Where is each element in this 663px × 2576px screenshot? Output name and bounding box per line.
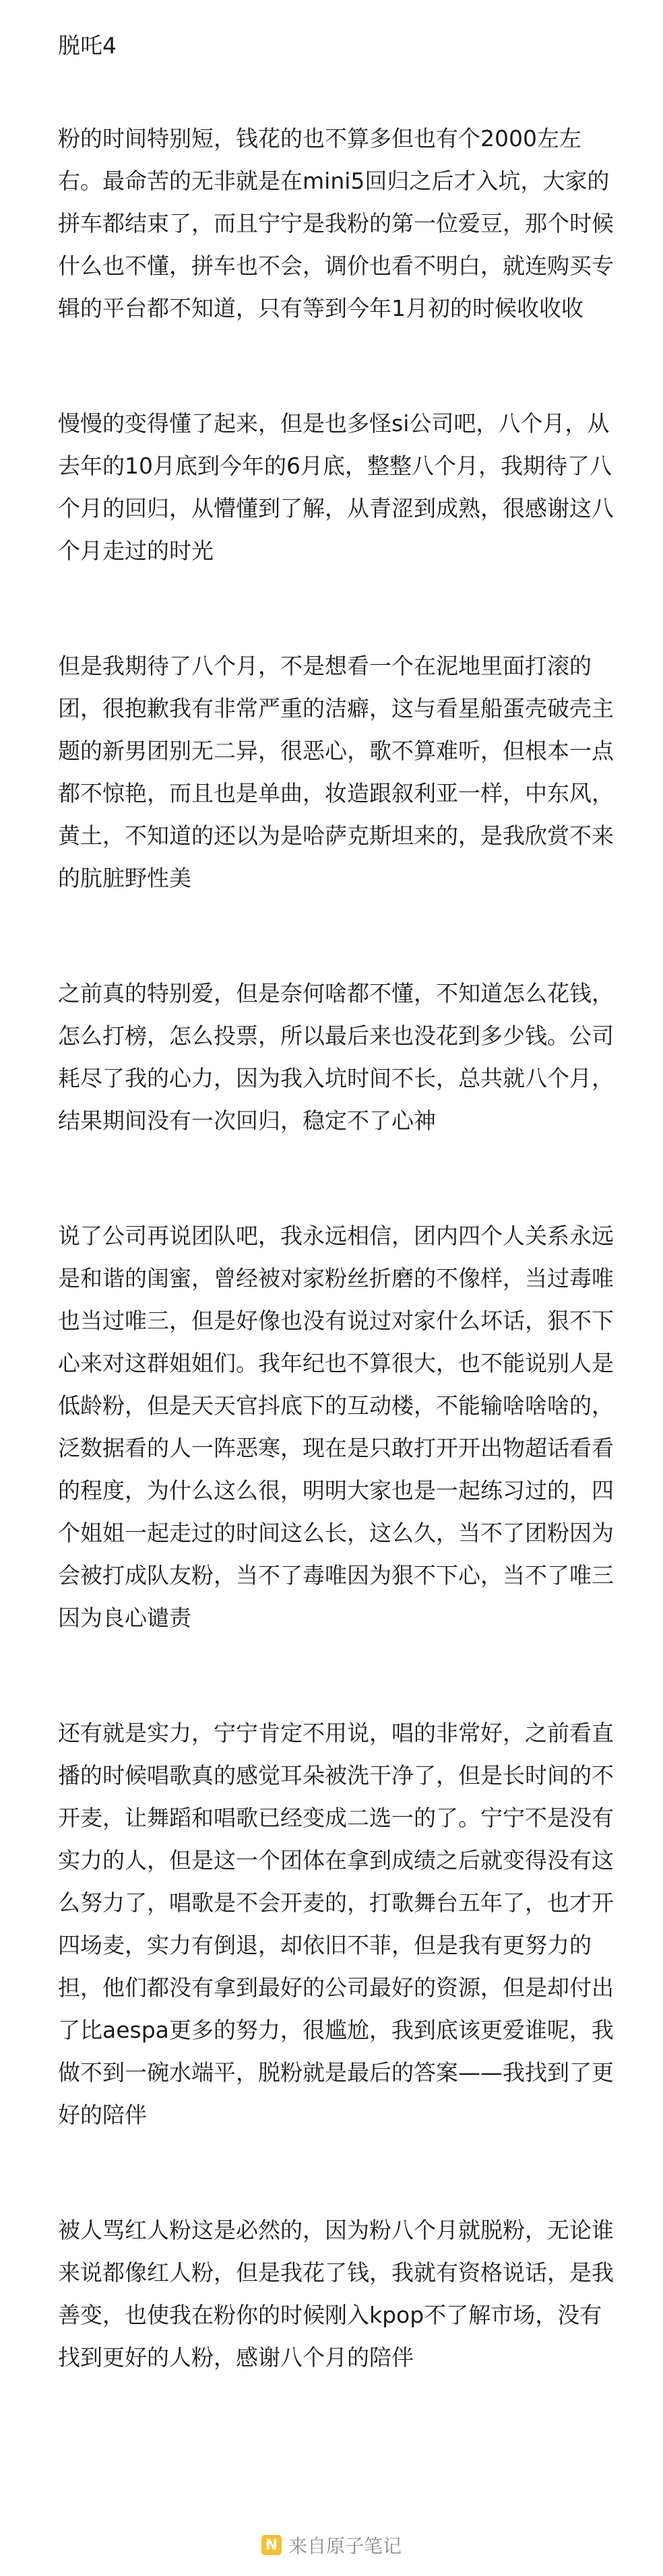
paragraph-5: 说了公司再说团队吧，我永远相信，团内四个人关系永远是和谐的闺蜜，曾经被对家粉丝折磨的不像样，当过毒唯也当过唯三，但是好像也没有说过对家什么坏话，狠不下心来对这群姐姐们。我年纪也不算很大，也不能说别人是低龄粉，但是天天官抖底下的互动楼，不能输啥啥啥的，泛数据看的人一阵恶寒，现在是只敢打开开出物超话看看的程度，为什么这么很，明明大家也是一起练习过的，四个姐姐一起走过的时间这么长，这么久，当不了团粉因为会被打成队友粉，当不了毒唯因为狠不下心，当不了唯三因为良心谴责 bbox=[58, 1223, 614, 1631]
paragraph-4: 之前真的特别爱，但是奈何啥都不懂，不知道怎么花钱，怎么打榜，怎么投票，所以最后来也没花到多少钱。公司耗尽了我的心力，因为我入坑时间不长，总共就八个月，结果期间没有一次回归，稳定不了心神 bbox=[58, 980, 614, 1134]
paragraph-3: 但是我期待了八个月，不是想看一个在泥地里面打滚的团，很抱歉我有非常严重的洁癖，这与看星船蛋壳破壳主题的新男团别无二异，很恶心，歌不算难听，但根本一点都不惊艳，而且也是单曲，妆造跟叙利亚一样，中东风，黄土，不知道的还以为是哈萨克斯坦来的，是我欣赏不来的肮脏野性美 bbox=[58, 653, 614, 891]
source-footer bbox=[0, 2532, 663, 2558]
source-text: 来自原子笔记 bbox=[288, 2535, 402, 2557]
paragraph-1: 粉的时间特别短，钱花的也不算多但也有个2000左左右。最命苦的无非就是在mini5回归之后才入坑，大家的拼车都结束了，而且宁宁是我粉的第一位爱豆，那个时候什么也不懂，拼车也不会，调价也看不明白，就连购买专辑的平台都不知道，只有等到今年1月初的时候收收收 bbox=[58, 125, 614, 321]
paragraph-2: 慢慢的变得懂了起来，但是也多怪si公司吧，八个月，从去年的10月底到今年的6月底，整整八个月，我期待了八个月的回归，从懵懂到了解，从青涩到成熟，很感谢这八个月走过的时光 bbox=[58, 410, 614, 564]
paragraph-7: 被人骂红人粉这是必然的，因为粉八个月就脱粉，无论谁来说都像红人粉，但是我花了钱，我就有资格说话，是我善变，也使我在粉你的时候刚入kpop不了解市场，没有找到更好的人粉，感谢八个月的陪伴 bbox=[58, 2217, 614, 2371]
app-logo-icon: N bbox=[261, 2535, 282, 2555]
note-title: 脱吒4 bbox=[58, 32, 117, 59]
paragraph-6: 还有就是实力，宁宁肯定不用说，唱的非常好，之前看直播的时候唱歌真的感觉耳朵被洗干净了，但是长时间的不开麦，让舞蹈和唱歌已经变成二选一的了。宁宁不是没有实力的人，但是这一个团体在拿到成绩之后就变得没有这么努力了，唱歌是不会开麦的，打歌舞台五年了，也才开四场麦，实力有倒退，却依旧不菲，但是我有更努力的担，他们都没有拿到最好的公司最好的资源，但是却付出了比aespa更多的努力，很尴尬，我到底该更爱谁呢，我做不到一碗水端平，脱粉就是最后的答案——我找到了更好的陪伴 bbox=[58, 1720, 614, 2128]
